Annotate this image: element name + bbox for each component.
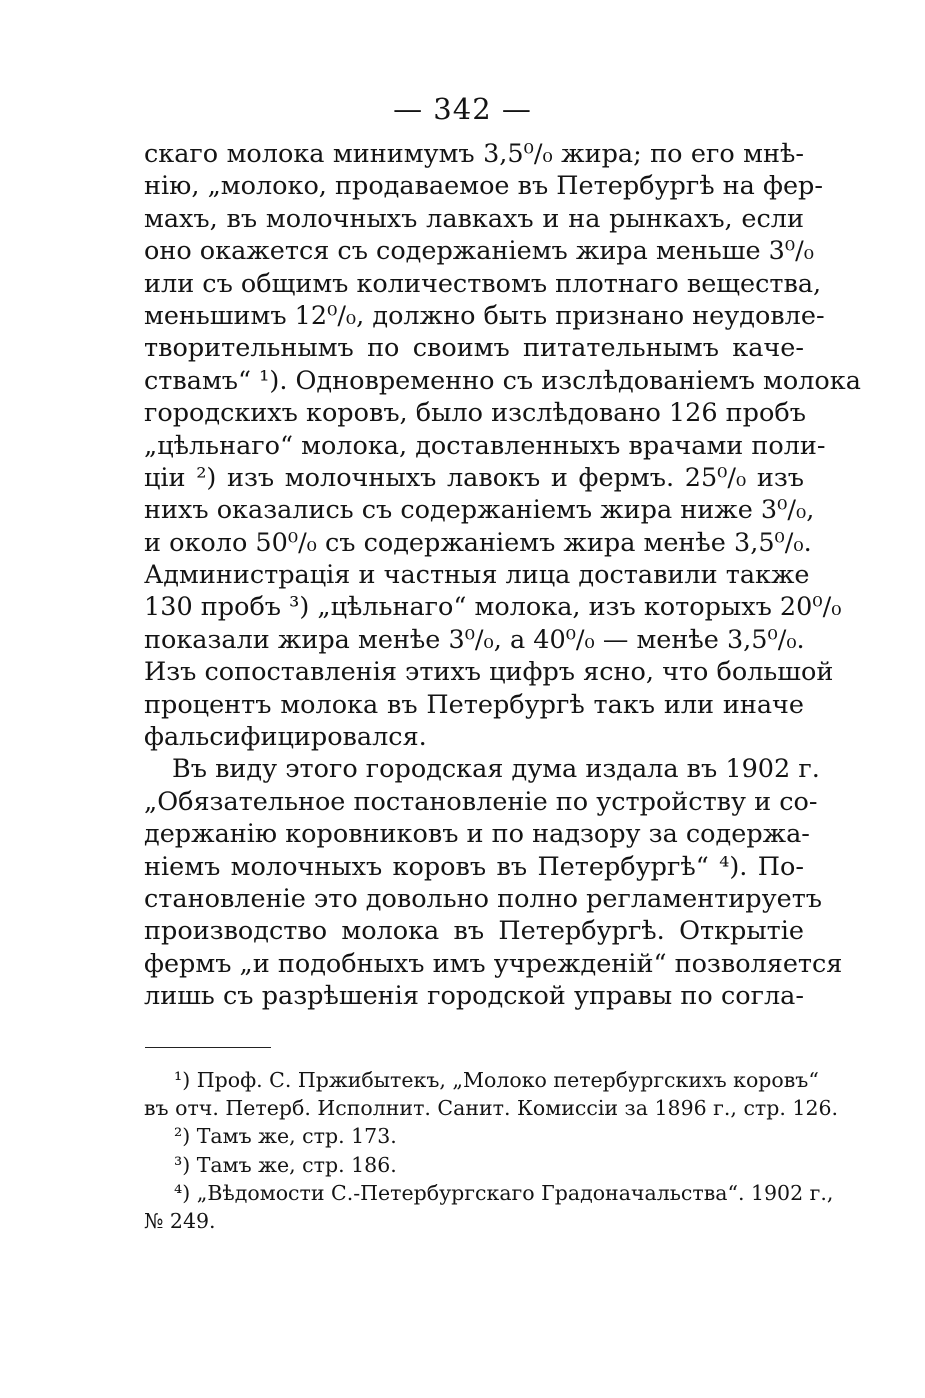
body-line: ціи ²) изъ молочныхъ лавокъ и фермъ. 25⁰/₀ изъ: [144, 462, 804, 493]
footnote-4: ⁴) „Вѣдомости С.-Петербургскаго Градоначальства“. 1902 г.,: [174, 1180, 834, 1205]
body-line: 130 пробъ ³) „цѣльнаго“ молока, изъ которыхъ 20⁰/₀: [144, 592, 842, 623]
body-line: показали жира менѣе 3⁰/₀, а 40⁰/₀ — менѣе 3,5⁰/₀.: [144, 624, 805, 655]
footnote-1-continued: въ отч. Петерб. Исполнит. Санит. Комиссіи за 1896 г., стр. 126.: [144, 1096, 839, 1121]
body-line: нію, „молоко, продаваемое въ Петербургѣ на фер-: [144, 171, 823, 202]
footnote-divider: [145, 1047, 271, 1048]
body-line: держанію коровниковъ и по надзору за содержа-: [144, 819, 810, 850]
body-line: „Обязательное постановленіе по устройству и со-: [144, 786, 818, 817]
body-line: Изъ сопоставленія этихъ цифръ ясно, что большой: [144, 657, 834, 688]
body-line: фермъ „и подобныхъ имъ учрежденій“ позволяется: [144, 948, 843, 979]
body-line: становленіе это довольно полно регламентируетъ: [144, 883, 823, 914]
body-line: меньшимъ 12⁰/₀, должно быть признано неудовле-: [144, 300, 825, 331]
body-line: фальсифицировался.: [144, 722, 427, 753]
body-line: оно окажется съ содержаніемъ жира меньше 3⁰/₀: [144, 236, 814, 267]
footnotes: [144, 1066, 839, 1235]
body-line: и около 50⁰/₀ съ содержаніемъ жира менѣе 3,5⁰/₀.: [144, 527, 812, 558]
page-number: — 342 —: [393, 92, 532, 126]
body-line: нихъ оказались съ содержаніемъ жира ниже 3⁰/₀,: [144, 495, 815, 526]
body-text: [144, 138, 861, 1013]
body-line: скаго молока минимумъ 3,5⁰/₀ жира; по его мнѣ-: [144, 139, 804, 169]
body-line: Въ виду этого городская дума издала въ 1902 г.: [172, 754, 820, 785]
body-line: лишь съ разрѣшенія городской управы по согла-: [144, 981, 804, 1012]
footnote-1: ¹) Проф. С. Пржибытекъ, „Молоко петербургскихъ коровъ“: [174, 1068, 819, 1092]
footnote-3: ³) Тамъ же, стр. 186.: [174, 1152, 397, 1177]
body-line: процентъ молока въ Петербургѣ такъ или иначе: [144, 689, 804, 720]
body-line: махъ, въ молочныхъ лавкахъ и на рынкахъ, если: [144, 203, 804, 234]
body-line: ніемъ молочныхъ коровъ въ Петербургѣ“ ⁴). По-: [144, 851, 804, 882]
body-line: городскихъ коровъ, было изслѣдовано 126 пробъ: [144, 398, 806, 429]
body-line: „цѣльнаго“ молока, доставленныхъ врачами поли-: [144, 430, 826, 461]
body-line: или съ общимъ количествомъ плотнаго вещества,: [144, 268, 822, 299]
body-line: Администрація и частныя лица доставили также: [144, 560, 810, 591]
footnote-4-continued: № 249.: [144, 1208, 216, 1233]
footnote-2: ²) Тамъ же, стр. 173.: [174, 1124, 397, 1149]
body-line: творительнымъ по своимъ питательнымъ каче-: [144, 333, 804, 364]
body-line: ствамъ“ ¹). Одновременно съ изслѣдованіемъ молока: [144, 365, 861, 396]
body-line: производство молока въ Петербургѣ. Открытіе: [144, 916, 804, 947]
